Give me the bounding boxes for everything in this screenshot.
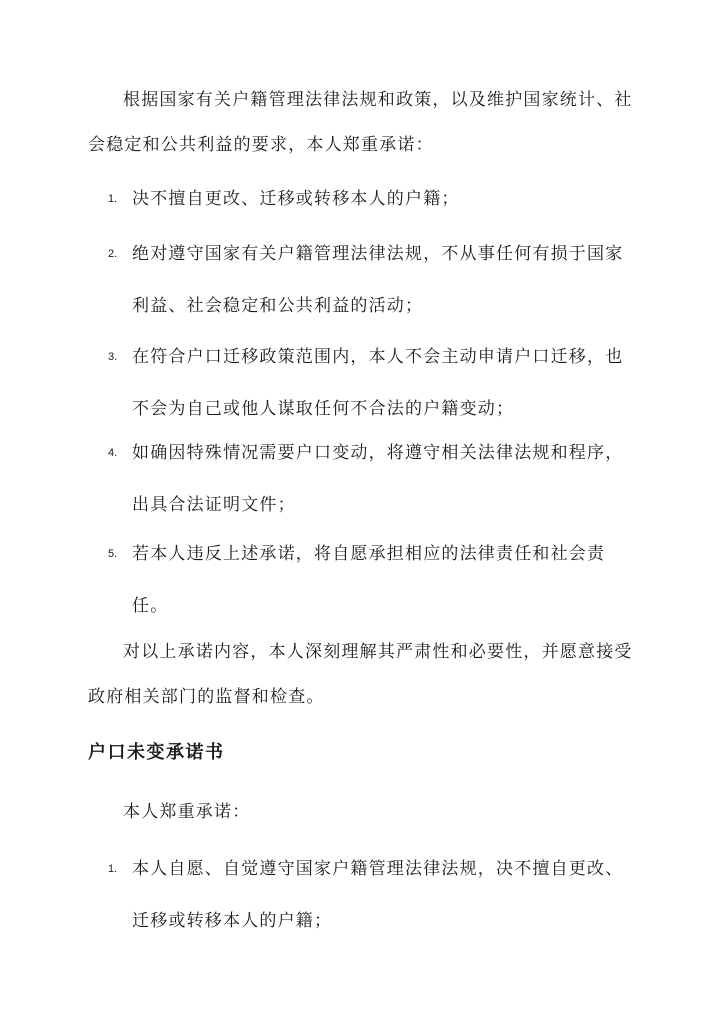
list-item-text: 如确因特殊情况需要户口变动，将遵守相关法律法规和程序，出具合法证明文件； [132, 443, 624, 515]
intro-paragraph: 根据国家有关户籍管理法律法规和政策，以及维护国家统计、社会稳定和公共利益的要求，本人郑重承诺： [88, 90, 633, 155]
list-item-text: 在符合户口迁移政策范围内，本人不会主动申请户口迁移，也不会为自己或他人谋取任何不合法的户籍变动； [132, 347, 624, 419]
list-item-text: 若本人违反上述承诺，将自愿承担相应的法律责任和社会责任。 [132, 544, 606, 616]
list-item-number: 1. [108, 863, 118, 875]
list-item [108, 528, 633, 632]
closing-paragraph: 对以上承诺内容，本人深刻理解其严肃性和必要性，并愿意接受政府相关部门的监督和检查。 [88, 642, 633, 707]
list-item-number: 2. [108, 248, 118, 260]
section-heading: 户口未变承诺书 [88, 742, 225, 763]
list-item [108, 843, 633, 947]
list-item [108, 427, 633, 531]
section-intro: 本人郑重承诺： [123, 802, 251, 822]
list-item-text: 决不擅自更改、迁移或转移本人的户籍； [132, 189, 460, 209]
list-item [108, 331, 633, 435]
list-item-text: 本人自愿、自觉遵守国家户籍管理法律法规，决不擅自更改、迁移或转移本人的户籍； [132, 859, 624, 931]
list-item [108, 173, 633, 225]
list-item-number: 4. [108, 447, 118, 459]
list-item [108, 228, 633, 332]
list-item-number: 3. [108, 351, 118, 363]
list-item-number: 1. [108, 193, 118, 205]
list-item-text: 绝对遵守国家有关户籍管理法律法规，不从事任何有损于国家利益、社会稳定和公共利益的活动； [132, 244, 624, 316]
list-item-number: 5. [108, 548, 118, 560]
